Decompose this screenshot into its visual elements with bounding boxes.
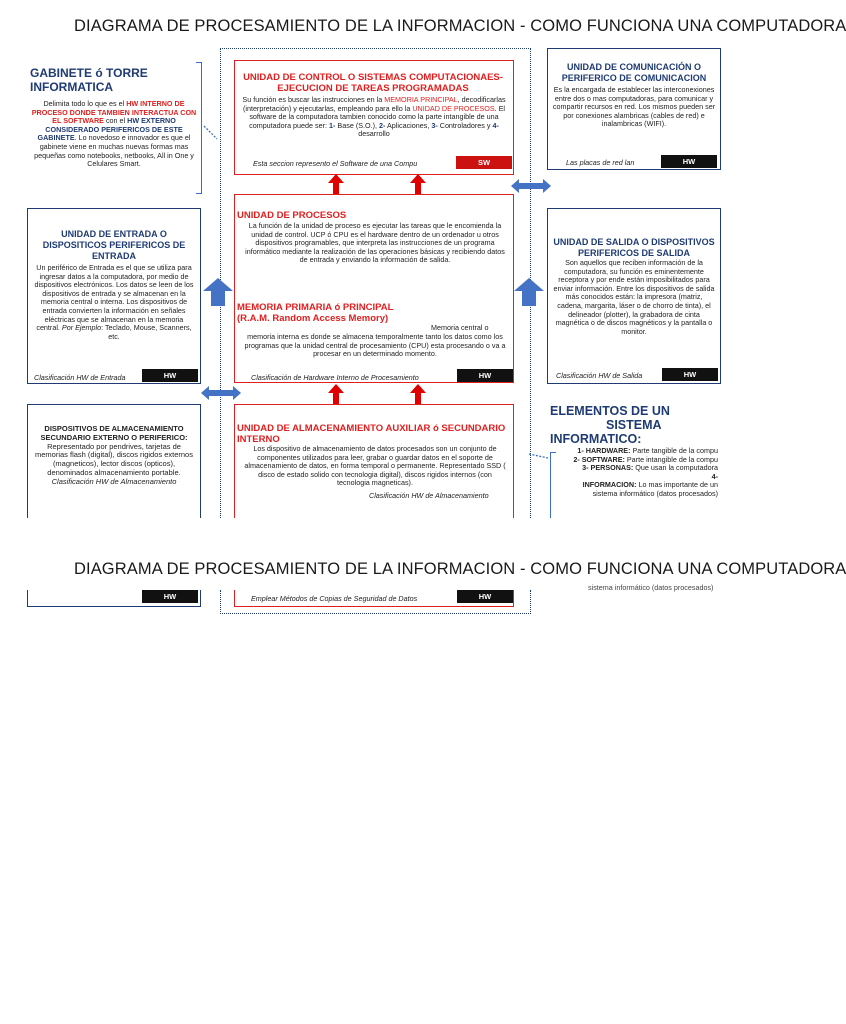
elements-cut-line: sistema informático (datos procesados) bbox=[588, 583, 714, 592]
output-unit-footer: Clasificación HW de Salida bbox=[556, 371, 643, 380]
hw-tag: HW bbox=[661, 155, 717, 168]
page-title: DIAGRAMA DE PROCESAMIENTO DE LA INFORMACION - COMO FUNCIONA UNA COMPUTADORA bbox=[74, 17, 846, 35]
communication-unit-text: Es la encargada de establecer las interconexiones entre dos o mas computadoras, para comunicar y compartir recursos en red. Los mismos pueden ser por conexiones alambricas (cables de red) e inalambricas (WIFI). bbox=[552, 85, 716, 129]
control-unit-text: Su función es buscar las instrucciones en la MEMORIA PRINCIPAL, decodificarlas (interpretación) y ejecutarlas, empleando para ello la UNIDAD DE PROCESOS. El software de la computadora tambien conocido como la parte intangible de una computadora puede ser: 1- Base (S.O.), 2- Aplicaciones, 3- Controladores y 4- desarrollo bbox=[242, 95, 506, 139]
communication-unit-footer: Las placas de red lan bbox=[566, 158, 635, 167]
up-arrow-icon bbox=[328, 384, 344, 404]
control-unit-footer: Esta seccion represento el Software de una Compu bbox=[253, 159, 418, 168]
output-unit-box bbox=[547, 208, 721, 384]
up-arrow-icon bbox=[514, 278, 544, 306]
output-unit-text: Son aquellos que reciben información de la computadora, su función es eminentemente receptora y por ende están imposibilitados para enviar información. Entre los dispositivos de salida más conocidos están: la impresora (matriz, cadena, margarita, láser o de chorro de tinta), el delineador (plotter), la grabadora de cinta magnética o de discos magnéticos y la pantalla o monitor. bbox=[553, 258, 715, 336]
ram-text: memoria interna es donde se almacena temporalmente tanto los datos como los programas que la unidad central de procesamiento (CPU) esta procesando o va a procesar en un determinado momento. bbox=[244, 332, 506, 359]
hw-tag: HW bbox=[457, 369, 513, 382]
external-storage-box bbox=[27, 404, 201, 520]
hw-tag: HW bbox=[142, 590, 198, 603]
control-unit-box bbox=[234, 60, 514, 175]
communication-unit-title: UNIDAD DE COMUNICACIÓN O PERIFERICO DE COMUNICACION bbox=[561, 62, 707, 83]
up-arrow-icon bbox=[410, 174, 426, 194]
up-arrow-icon bbox=[328, 174, 344, 194]
external-storage-box-end bbox=[27, 590, 201, 607]
hw-tag: HW bbox=[457, 590, 513, 603]
auxiliary-storage-box bbox=[234, 404, 514, 520]
input-unit-text: Un periférico de Entrada es el que se utiliza para ingresar datos a la computadora, por medio de dispositivos electrónicos. Los datos se leen de los dispositivos de entrada y se almacenan en la memoria central o interna. Los dispositivos de entrada convierten la información en señales eléctricas que se almacenan en la memoria central. Por Ejemplo: Teclado, Mouse, Scanners, etc. bbox=[34, 263, 194, 341]
double-arrow-icon bbox=[510, 178, 552, 194]
auxiliary-storage-text: Los dispositivo de almacenamiento de datos procesados son un conjunto de componentes utilizados para leer, grabar o guardar datos en el soporte de almacenamiento de datos, en forma temporal o permanente. Representado SSD ( disco de estado solido con tecnologia digital), discos rigidos internos (con tecnologia magneticas). bbox=[244, 444, 506, 488]
processing-unit-box bbox=[234, 194, 514, 383]
control-unit-title: UNIDAD DE CONTROL O SISTEMAS COMPUTACIONAES- EJECUCION DE TAREAS PROGRAMADAS bbox=[243, 72, 503, 94]
processing-unit-footer: Clasificación de Hardware Interno de Procesamiento bbox=[251, 373, 419, 382]
sw-tag: SW bbox=[456, 156, 512, 169]
processing-unit-title: UNIDAD DE PROCESOS bbox=[237, 210, 347, 221]
auxiliary-storage-footer: Clasificación HW de Almacenamiento bbox=[369, 491, 489, 500]
page-title-repeat: DIAGRAMA DE PROCESAMIENTO DE LA INFORMACION - COMO FUNCIONA UNA COMPUTADORA bbox=[74, 560, 846, 578]
external-storage-text: DISPOSITIVOS DE ALMACENAMIENTO SECUNDARIO EXTERNO O PERIFERICO: Representado por pendrives, tarjetas de memorias flash (digital), discos rigidos externos (magneticos), lector discos (opticos), denominados almacenamiento portable. Clasificación HW de Almacenamiento bbox=[35, 424, 193, 486]
ram-text-a: Memoria central o bbox=[431, 323, 489, 332]
elements-pointer bbox=[528, 452, 550, 462]
processing-unit-text: La función de la unidad de proceso es ejecutar las tareas que le encomienda la unidad de control. UCP ó CPU es el hardware dentro de un ordenador u otros dispositivos programables, que interpreta las instrucciones de un programa informático mediante la realización de las operaciones básicas y recibiendo datos de entrada y enviando la información de salida. bbox=[245, 221, 505, 265]
hw-tag: HW bbox=[142, 369, 198, 382]
gabinete-text: Delimita todo lo que es el HW INTERNO DE PROCESO DONDE TAMBIEN INTERACTUA CON EL SOFTWARE con el HW EXTERNO CONSIDERADO PERIFERICOS DE ESTE GABINETE. Lo novedoso e innovador es que el gabinete viene en muchas nuevas formas mas pequeñas como notebooks, netbooks, All in One y Celulares Smart. bbox=[31, 99, 197, 169]
input-unit-box bbox=[27, 208, 201, 384]
communication-unit-box bbox=[547, 48, 721, 170]
hw-tag: HW bbox=[662, 368, 718, 381]
up-arrow-icon bbox=[410, 384, 426, 404]
elements-list: 1- HARDWARE: Parte tangible de la compu 2- SOFTWARE: Parte intangible de la compu 3- PERSONAS: Que usan la computadora 4- INFORMACION: Lo mas importante de un sistema informático (datos procesados) bbox=[573, 446, 718, 498]
double-arrow-icon bbox=[200, 385, 242, 401]
gabinete-dotted-frame-end bbox=[220, 590, 531, 614]
gabinete-pointer bbox=[202, 124, 220, 142]
input-unit-footer: Clasificación HW de Entrada bbox=[34, 373, 126, 382]
auxiliary-storage-footer2: Emplear Métodos de Copias de Seguridad de Datos bbox=[251, 594, 418, 603]
auxiliary-storage-title: UNIDAD DE ALMACENAMIENTO AUXILIAR ó SECUNDARIO INTERNO bbox=[237, 423, 506, 445]
input-unit-title: UNIDAD DE ENTRADA O DISPOSITICOS PERIFERICOS DE ENTRADA bbox=[42, 229, 186, 261]
ram-title: MEMORIA PRIMARIA ó PRINCIPAL (R.A.M. Random Access Memory) bbox=[237, 302, 394, 324]
output-unit-title: UNIDAD DE SALIDA O DISPOSITIVOS PERIFERICOS DE SALIDA bbox=[553, 237, 715, 258]
page-break bbox=[0, 518, 768, 590]
elements-title: ELEMENTOS DE UN SISTEMA INFORMATICO: bbox=[550, 404, 670, 446]
gabinete-title: GABINETE ó TORRE INFORMATICA bbox=[30, 66, 148, 94]
up-arrow-icon bbox=[203, 278, 233, 306]
